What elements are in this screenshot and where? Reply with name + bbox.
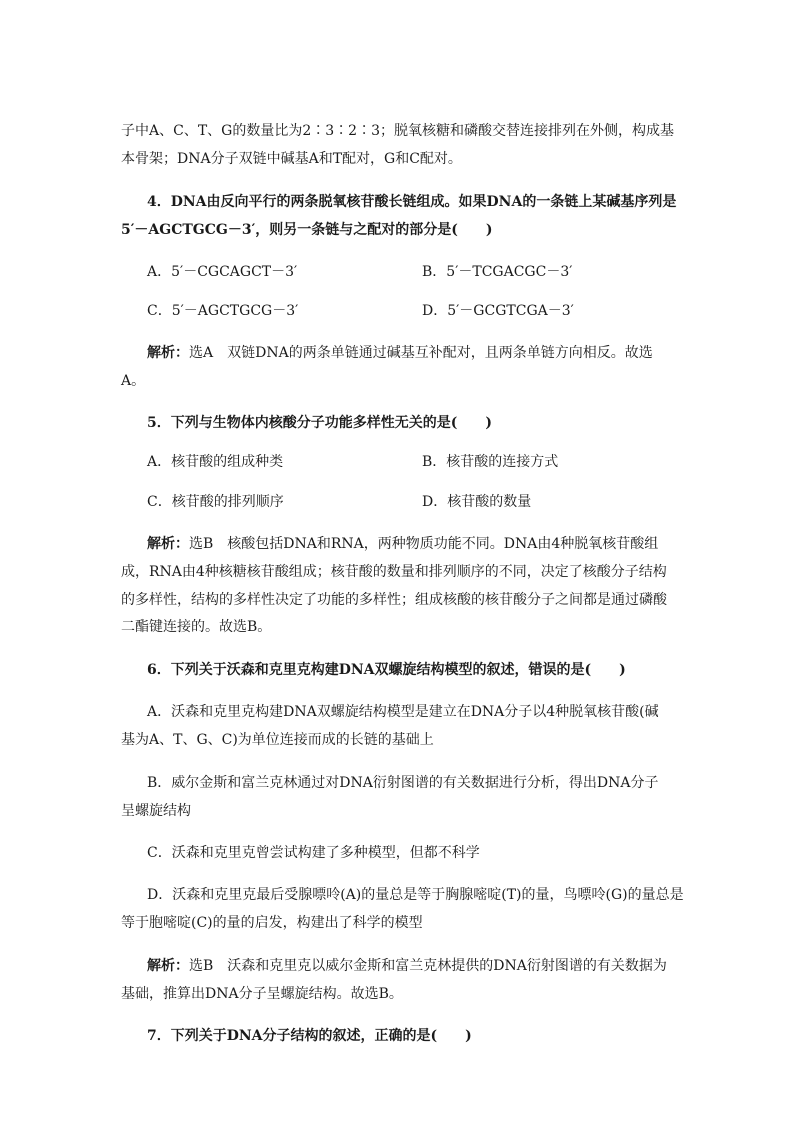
q6-option-a-line-2: 基为A、T、G、C)为单位连接而成的长链的基础上	[121, 732, 434, 748]
q6-option-a-line-1: A．沃森和克里克构建DNA双螺旋结构模型是建立在DNA分子以4种脱氧核苷酸(碱	[147, 704, 659, 720]
q6-stem: 6．下列关于沃森和克里克构建DNA双螺旋结构模型的叙述，错误的是( )	[147, 662, 626, 678]
q5-explanation-line-4: 二酯键连接的。故选B。	[121, 619, 272, 635]
q5-option-a: A．核苷酸的组成种类	[147, 454, 284, 470]
q5-explanation-line-1	[147, 535, 658, 553]
q5-explanation-text: 选B 核酸包括DNA和RNA，两种物质功能不同。DNA由4种脱氧核苷酸组	[189, 536, 659, 552]
q6-explanation-label: 解析：	[147, 958, 189, 974]
q5-option-d: D．核苷酸的数量	[422, 494, 532, 510]
q6-option-d-line-2: 等于胞嘧啶(C)的量的启发，构建出了科学的模型	[121, 915, 423, 931]
q4-option-c: C．5′－AGCTGCG－3′	[147, 303, 299, 319]
q4-stem-line-2: 5′－AGCTGCG－3′，则另一条链与之配对的部分是( )	[121, 222, 493, 238]
continuation-line-2: 本骨架；DNA分子双链中碱基A和T配对，G和C配对。	[121, 151, 462, 167]
q5-explanation-line-3: 的多样性，结构的多样性决定了功能的多样性；组成核酸的核苷酸分子之间都是通过磷酸	[121, 592, 667, 608]
q6-option-b-line-2: 呈螺旋结构	[121, 803, 191, 819]
continuation-line-1: 子中A、C、T、G的数量比为2∶3∶2∶3；脱氧核糖和磷酸交替连接排列在外侧，构成基	[121, 123, 674, 139]
q4-explanation-label: 解析：	[147, 345, 189, 361]
q6-explanation-line-1	[147, 957, 667, 975]
q4-explanation-line-1	[147, 344, 653, 362]
q6-explanation-text: 选B 沃森和克里克以威尔金斯和富兰克林提供的DNA衍射图谱的有关数据为	[189, 958, 667, 974]
q5-explanation-line-2: 成，RNA由4种核糖核苷酸组成；核苷酸的数量和排列顺序的不同，决定了核酸分子结构	[121, 564, 667, 580]
q5-option-b: B．核苷酸的连接方式	[422, 454, 559, 470]
q4-option-a: A．5′－CGCAGCT－3′	[147, 264, 298, 280]
q5-explanation-label: 解析：	[147, 536, 189, 552]
q6-option-d-line-1: D．沃森和克里克最后受腺嘌呤(A)的量总是等于胸腺嘧啶(T)的量，鸟嘌呤(G)的量总是	[147, 887, 684, 903]
q6-explanation-line-2: 基础，推算出DNA分子呈螺旋结构。故选B。	[121, 986, 403, 1002]
q4-explanation-text: 选A 双链DNA的两条单链通过碱基互补配对，且两条单链方向相反。故选	[189, 345, 653, 361]
q4-option-b: B．5′－TCGACGC－3′	[422, 264, 573, 280]
q4-explanation-line-2: A。	[121, 373, 146, 389]
q7-stem: 7．下列关于DNA分子结构的叙述，正确的是( )	[147, 1028, 472, 1044]
q5-stem: 5．下列与生物体内核酸分子功能多样性无关的是( )	[147, 415, 492, 431]
q6-option-b-line-1: B．威尔金斯和富兰克林通过对DNA衍射图谱的有关数据进行分析，得出DNA分子	[147, 775, 659, 791]
q5-option-c: C．核苷酸的排列顺序	[147, 494, 284, 510]
q6-option-c: C．沃森和克里克曾尝试构建了多种模型，但都不科学	[147, 845, 480, 861]
q4-option-d: D．5′－GCGTCGA－3′	[422, 303, 574, 319]
q4-stem-line-1: 4．DNA由反向平行的两条脱氧核苷酸长链组成。如果DNA的一条链上某碱基序列是	[147, 194, 677, 210]
